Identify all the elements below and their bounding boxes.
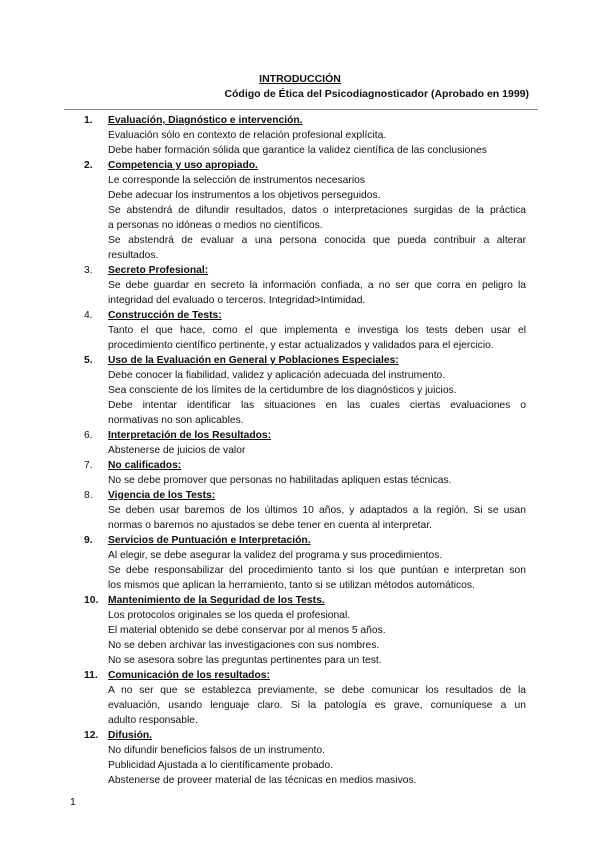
section-heading-row — [84, 728, 526, 743]
header-divider — [64, 109, 538, 110]
section-heading: Evaluación, Diagnóstico e intervención. — [108, 115, 303, 126]
section-heading-row — [84, 353, 526, 368]
document-subtitle: Código de Ética del Psicodiagnosticador (Aprobado en 1999) — [224, 88, 529, 100]
section-heading-row — [84, 668, 526, 683]
section-text-line: No se debe promover que personas no habilitadas apliquen estas técnicas. — [108, 475, 452, 486]
section-item — [84, 353, 526, 428]
section-text-line: Evaluación sólo en contexto de relación profesional explícita. — [108, 130, 387, 141]
section-item — [84, 308, 526, 353]
section-heading-row — [84, 593, 526, 608]
section-text-line: procedimiento científico pertinente, y estar actualizados y validados para el ejercicio. — [108, 340, 494, 351]
section-number: 11. — [84, 670, 98, 681]
document-title: INTRODUCCIÓN — [259, 73, 341, 85]
section-body — [108, 128, 526, 158]
section-number: 3. — [84, 265, 93, 276]
section-body — [108, 683, 526, 728]
section-heading: Competencia y uso apropiado. — [108, 160, 258, 171]
section-text-line: evaluación, usando lenguaje claro. Si la patología es grave, comuníquese a un — [108, 700, 526, 711]
section-text-line: normativas no son aplicables. — [108, 415, 244, 426]
section-text-line: resultados. — [108, 250, 159, 261]
section-body — [108, 278, 526, 308]
section-text-line: normas o baremos no ajustados se debe tener en cuenta al interpretar. — [108, 520, 432, 531]
section-heading-row — [84, 428, 526, 443]
section-text-line: A no ser que se establezca previamente, se debe comunicar los resultados de la — [108, 685, 526, 696]
section-text-line: Al elegir, se debe asegurar la validez del programa y sus procedimientos. — [108, 550, 443, 561]
section-heading: Servicios de Puntuación e Interpretación. — [108, 535, 311, 546]
section-item — [84, 533, 526, 593]
section-text-line: Se abstendrá de difundir resultados, datos o interpretaciones surgidas de la práctica — [108, 205, 526, 216]
section-text-line: Debe intentar identificar las situaciones en las cuales ciertas evaluaciones o — [108, 400, 526, 411]
section-number: 12. — [84, 730, 99, 741]
section-heading: No calificados: — [108, 460, 182, 471]
section-body — [108, 548, 526, 593]
section-heading: Construcción de Tests: — [108, 310, 222, 321]
section-heading-row — [84, 488, 526, 503]
section-number: 6. — [84, 430, 93, 441]
section-item — [84, 458, 526, 488]
section-heading: Secreto Profesional: — [108, 265, 209, 276]
section-item — [84, 113, 526, 158]
section-text-line: Abstenerse de proveer material de las técnicas en medios masivos. — [108, 775, 417, 786]
section-text-line: Debe haber formación sólida que garantice la validez científica de las conclusiones — [108, 145, 487, 156]
section-body — [108, 443, 526, 458]
section-item — [84, 668, 526, 728]
section-text-line: Tanto el que hace, como el que implementa e investiga los tests deben usar el — [108, 325, 526, 336]
section-body — [108, 368, 526, 428]
section-item — [84, 263, 526, 308]
section-heading: Vigencia de los Tests: — [108, 490, 216, 501]
section-text-line: Los protocolos originales se los queda el profesional. — [108, 610, 351, 621]
section-text-line: Publicidad Ajustada a lo científicamente probado. — [108, 760, 333, 771]
section-item — [84, 593, 526, 668]
section-item — [84, 728, 526, 788]
section-text-line: Sea consciente de los límites de la certidumbre de los diagnósticos y juicios. — [108, 385, 457, 396]
section-text-line: Se debe guardar en secreto la información confiada, a no ser que corra en peligro la — [108, 280, 526, 291]
section-body — [108, 173, 526, 263]
section-item — [84, 428, 526, 458]
section-text-line: Se abstendrá de evaluar a una persona conocida que pueda contribuir a alterar — [108, 235, 526, 246]
section-list — [84, 113, 526, 788]
section-heading-row — [84, 158, 526, 173]
section-body — [108, 743, 526, 788]
section-text-line: Debe conocer la fiabilidad, validez y aplicación adecuada del instrumento. — [108, 370, 446, 381]
section-text-line: El material obtenido se debe conservar por al menos 5 años. — [108, 625, 386, 636]
section-body — [108, 503, 526, 533]
section-item — [84, 488, 526, 533]
section-text-line: Se deben usar baremos de los últimos 10 años, y adaptados a la región. Si se usan — [108, 505, 526, 516]
section-text-line: integridad del evaluado o terceros. Integridad>Intimidad. — [108, 295, 366, 306]
section-number: 5. — [84, 355, 93, 366]
section-heading-row — [84, 113, 526, 128]
section-text-line: Abstenerse de juicios de valor — [108, 445, 246, 456]
section-text-line: adulto responsable. — [108, 715, 198, 726]
section-heading: Comunicación de los resultados: — [108, 670, 270, 681]
section-number: 10. — [84, 595, 99, 606]
section-text-line: Debe adecuar los instrumentos a los objetivos perseguidos. — [108, 190, 381, 201]
section-number: 2. — [84, 160, 93, 171]
section-heading: Uso de la Evaluación en General y Poblaciones Especiales: — [108, 355, 399, 366]
section-text-line: No se asesora sobre las preguntas pertinentes para un test. — [108, 655, 382, 666]
section-number: 7. — [84, 460, 93, 471]
section-heading-row — [84, 458, 526, 473]
section-number: 8. — [84, 490, 93, 501]
section-body — [108, 608, 526, 668]
section-body — [108, 473, 526, 488]
section-text-line: Se debe responsabilizar del procedimiento tanto si los que puntúan e interpretan son — [108, 565, 526, 576]
section-heading: Interpretación de los Resultados: — [108, 430, 272, 441]
section-number: 1. — [84, 115, 93, 126]
section-heading-row — [84, 263, 526, 278]
section-number: 9. — [84, 535, 93, 546]
section-text-line: a personas no idóneas o medios no científicos. — [108, 220, 323, 231]
section-heading-row — [84, 533, 526, 548]
section-number: 4. — [84, 310, 93, 321]
section-text-line: No se deben archivar las investigaciones con sus nombres. — [108, 640, 380, 651]
section-item — [84, 158, 526, 263]
section-body — [108, 323, 526, 353]
section-heading: Difusión. — [108, 730, 153, 741]
section-heading-row — [84, 308, 526, 323]
section-text-line: Le corresponde la selección de instrumentos necesarios — [108, 175, 365, 186]
section-heading: Mantenimiento de la Seguridad de los Tests. — [108, 595, 325, 606]
page-number: 1 — [70, 796, 76, 808]
section-text-line: No difundir beneficios falsos de un instrumento. — [108, 745, 325, 756]
section-text-line: los mismos que aplican la herramiento, tanto si se utilizan métodos automáticos. — [108, 580, 475, 591]
